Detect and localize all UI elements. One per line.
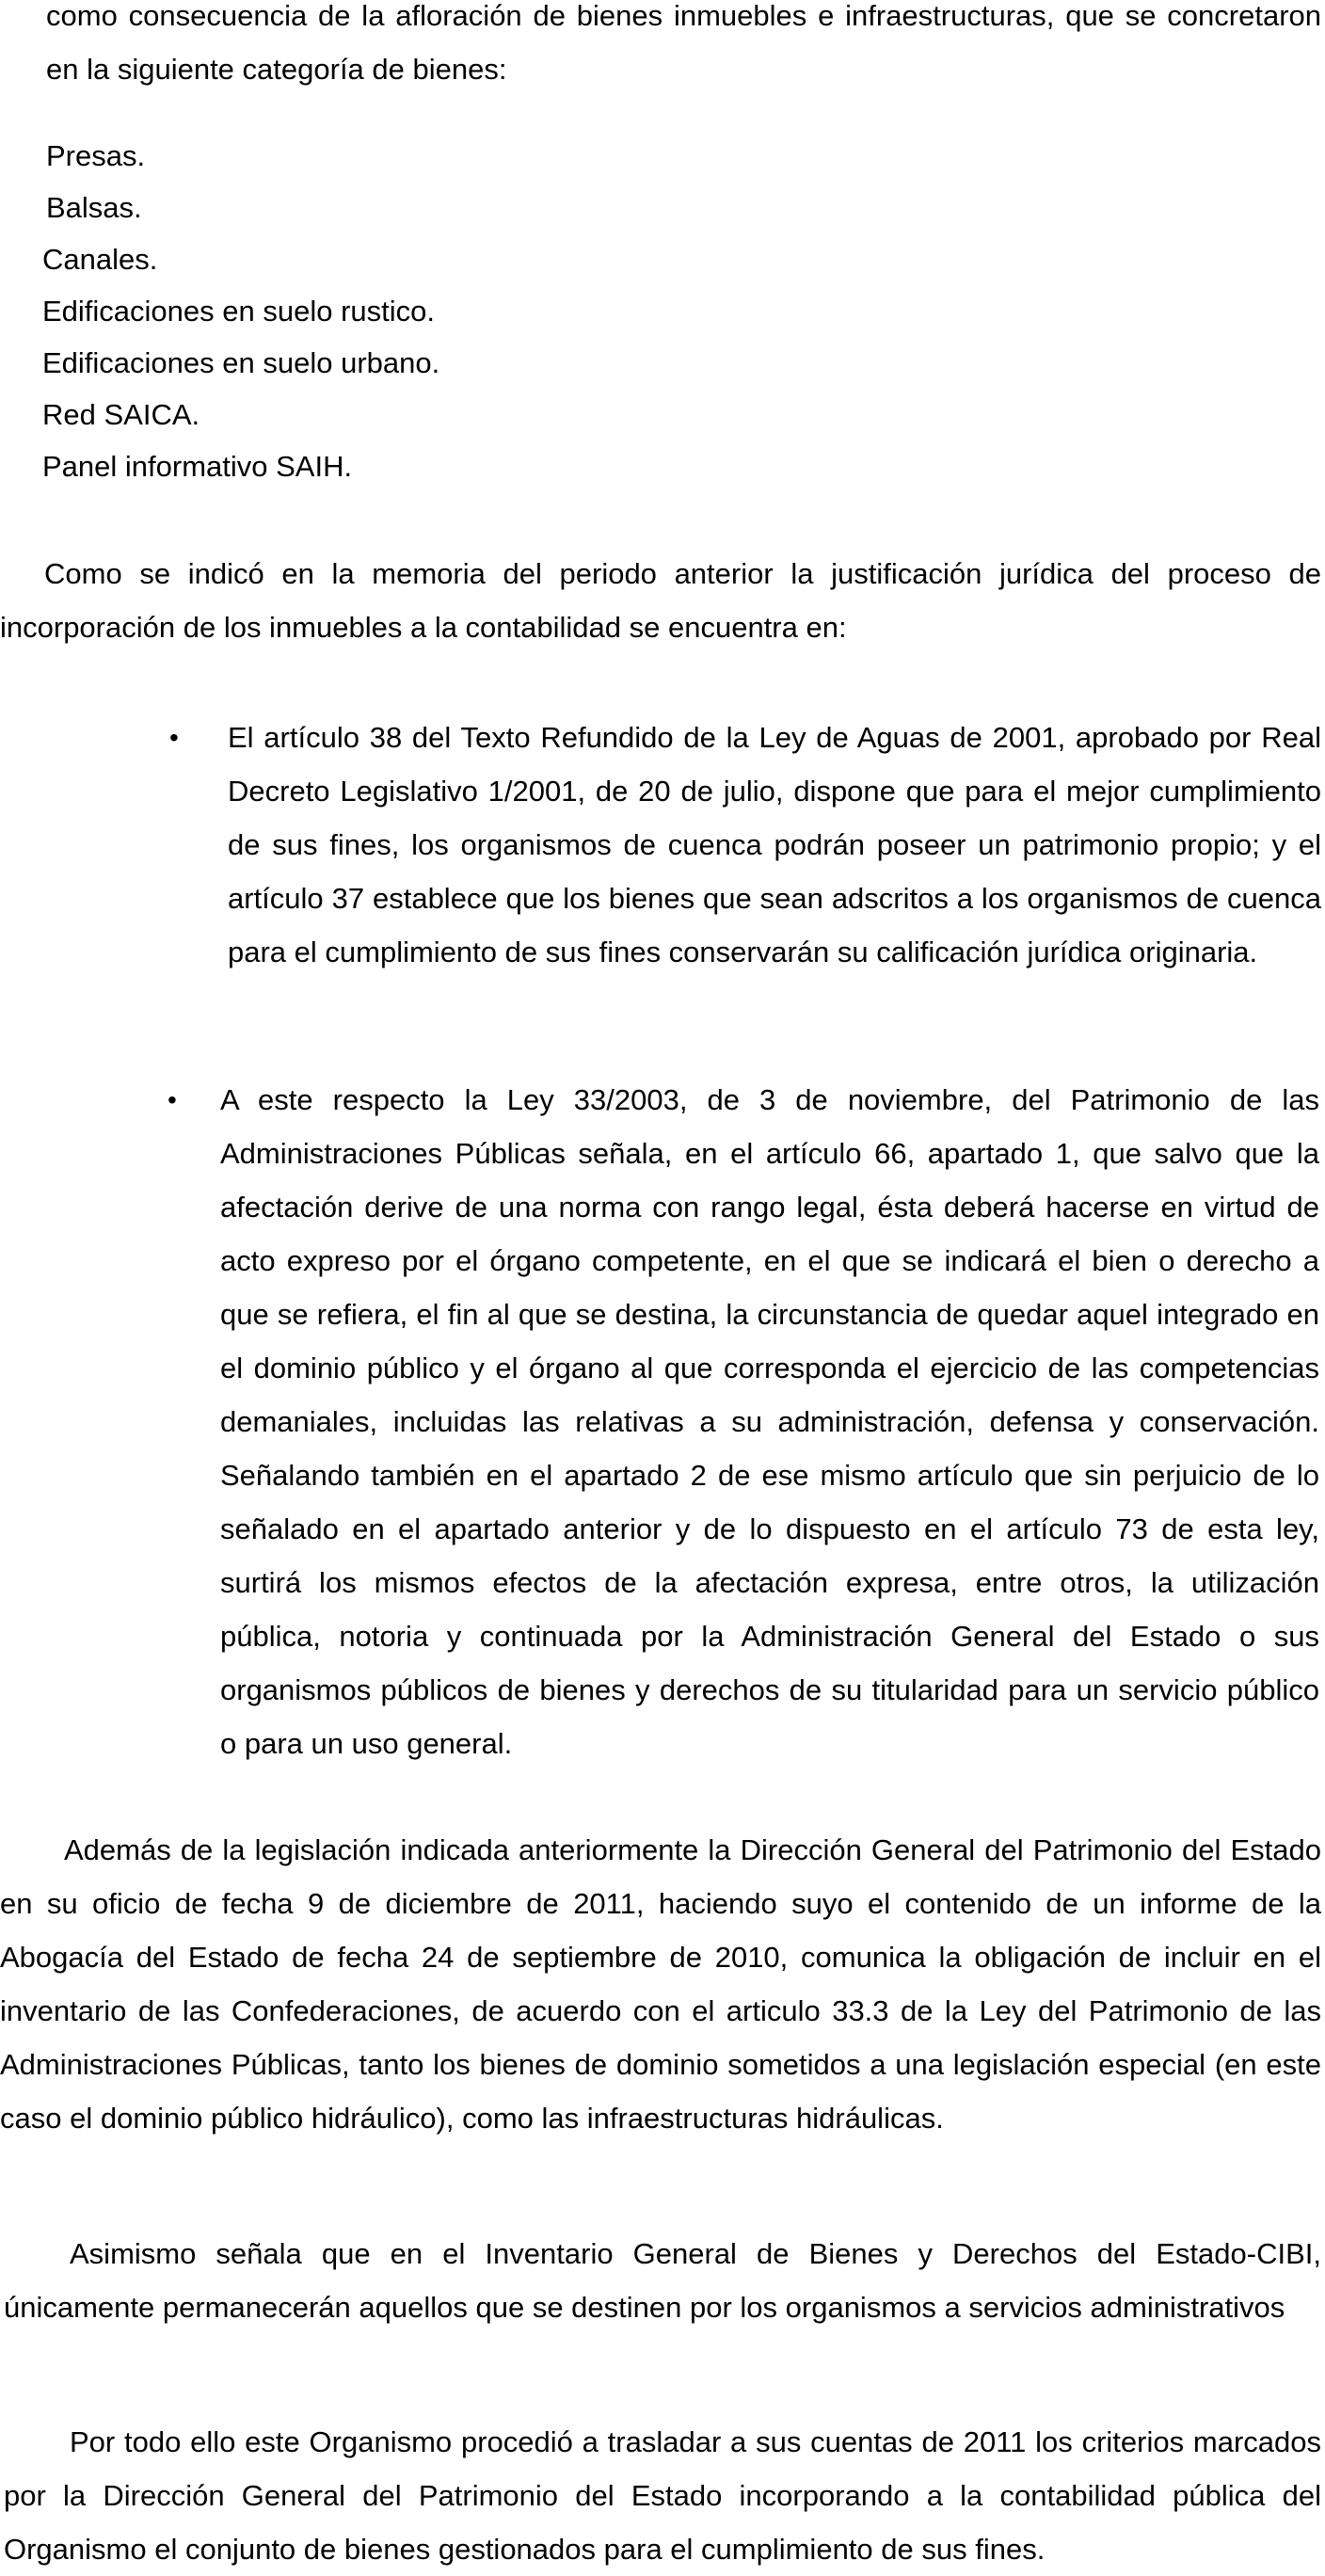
- bullet-item-ley-aguas: [160, 711, 1321, 979]
- asset-category-item: Balsas.: [46, 191, 142, 224]
- bullet-text: El artículo 38 del Texto Refundido de la Ley de Aguas de 2001, aprobado por Real Decreto Legislativo 1/2001, de 20 de julio, dispone que para el mejor cumplimiento de sus fines, los organismos de cuenca podrán poseer un patrimonio propio; y el artículo 37 establece que los bienes que sean adscritos a los organismos de cuenca para el cumplimiento de sus fines conservarán su calificación jurídica originaria.: [228, 721, 1321, 968]
- asset-category-item: Red SAICA.: [42, 398, 200, 431]
- bullet-text: A este respecto la Ley 33/2003, de 3 de noviembre, del Patrimonio de las Administraciones Públicas señala, en el artículo 66, apartado 1, que salvo que la afectación derive de una norma con rango legal, ésta deberá hacerse en virtud de acto expreso por el órgano competente, en el que se indicará el bien o derecho a que se refiera, el fin al que se destina, la circunstancia de quedar aquel integrado en el dominio público y el órgano al que corresponda el ejercicio de las competencias demaniales, incluidas las relativas a su administración, defensa y conservación. Señalando también en el apartado 2 de ese mismo artículo que sin perjuicio de lo señalado en el apartado anterior y de lo dispuesto en el artículo 73 de esta ley, surtirá los mismos efectos de la afectación expresa, entre otros, la utilización pública, notoria y continuada por la Administración General del Estado o sus organismos públicos de bienes y derechos de su titularidad para un servicio público o para un uso general.: [220, 1083, 1319, 1760]
- asset-category-list: [42, 130, 795, 492]
- cibi-paragraph: Asimismo señala que en el Inventario General de Bienes y Derechos del Estado-CIBI, únicamente permanecerán aquellos que se destinen por los organismos a servicios administrativos: [4, 2237, 1321, 2324]
- additional-legislation-paragraph: Además de la legislación indicada anteriormente la Dirección General del Patrimonio del Estado en su oficio de fecha 9 de diciembre de 2011, haciendo suyo el contenido de un informe de la Abogacía del Estado de fecha 24 de septiembre de 2010, comunica la obligación de incluir en el inventario de las Confederaciones, de acuerdo con el articulo 33.3 de la Ley del Patrimonio de las Administraciones Públicas, tanto los bienes de dominio sometidos a una legislación especial (en este caso el dominio público hidráulico), como las infraestructuras hidráulicas.: [0, 1833, 1321, 2135]
- legal-intro-paragraph: Como se indicó en la memoria del periodo anterior la justificación jurídica del proceso de incorporación de los inmuebles a la contabilidad se encuentra en:: [0, 557, 1321, 644]
- conclusion-paragraph: Por todo ello este Organismo procedió a trasladar a sus cuentas de 2011 los criterios marcados por la Dirección General del Patrimonio del Estado incorporando a la contabilidad pública del Organismo el conjunto de bienes gestionados para el cumplimiento de sus fines.: [4, 2425, 1321, 2566]
- intro-paragraph: como consecuencia de la afloración de bienes inmuebles e infraestructuras, que se concretaron en la siguiente categoría de bienes:: [46, 0, 1321, 86]
- asset-category-item: Edificaciones en suelo urbano.: [42, 346, 440, 379]
- asset-category-item: Presas.: [46, 139, 146, 172]
- asset-category-item: Edificaciones en suelo rustico.: [42, 295, 436, 328]
- asset-category-item: Canales.: [42, 243, 158, 276]
- bullet-item-ley-patrimonio: [158, 1073, 1319, 1770]
- asset-category-item: Panel informativo SAIH.: [42, 450, 353, 483]
